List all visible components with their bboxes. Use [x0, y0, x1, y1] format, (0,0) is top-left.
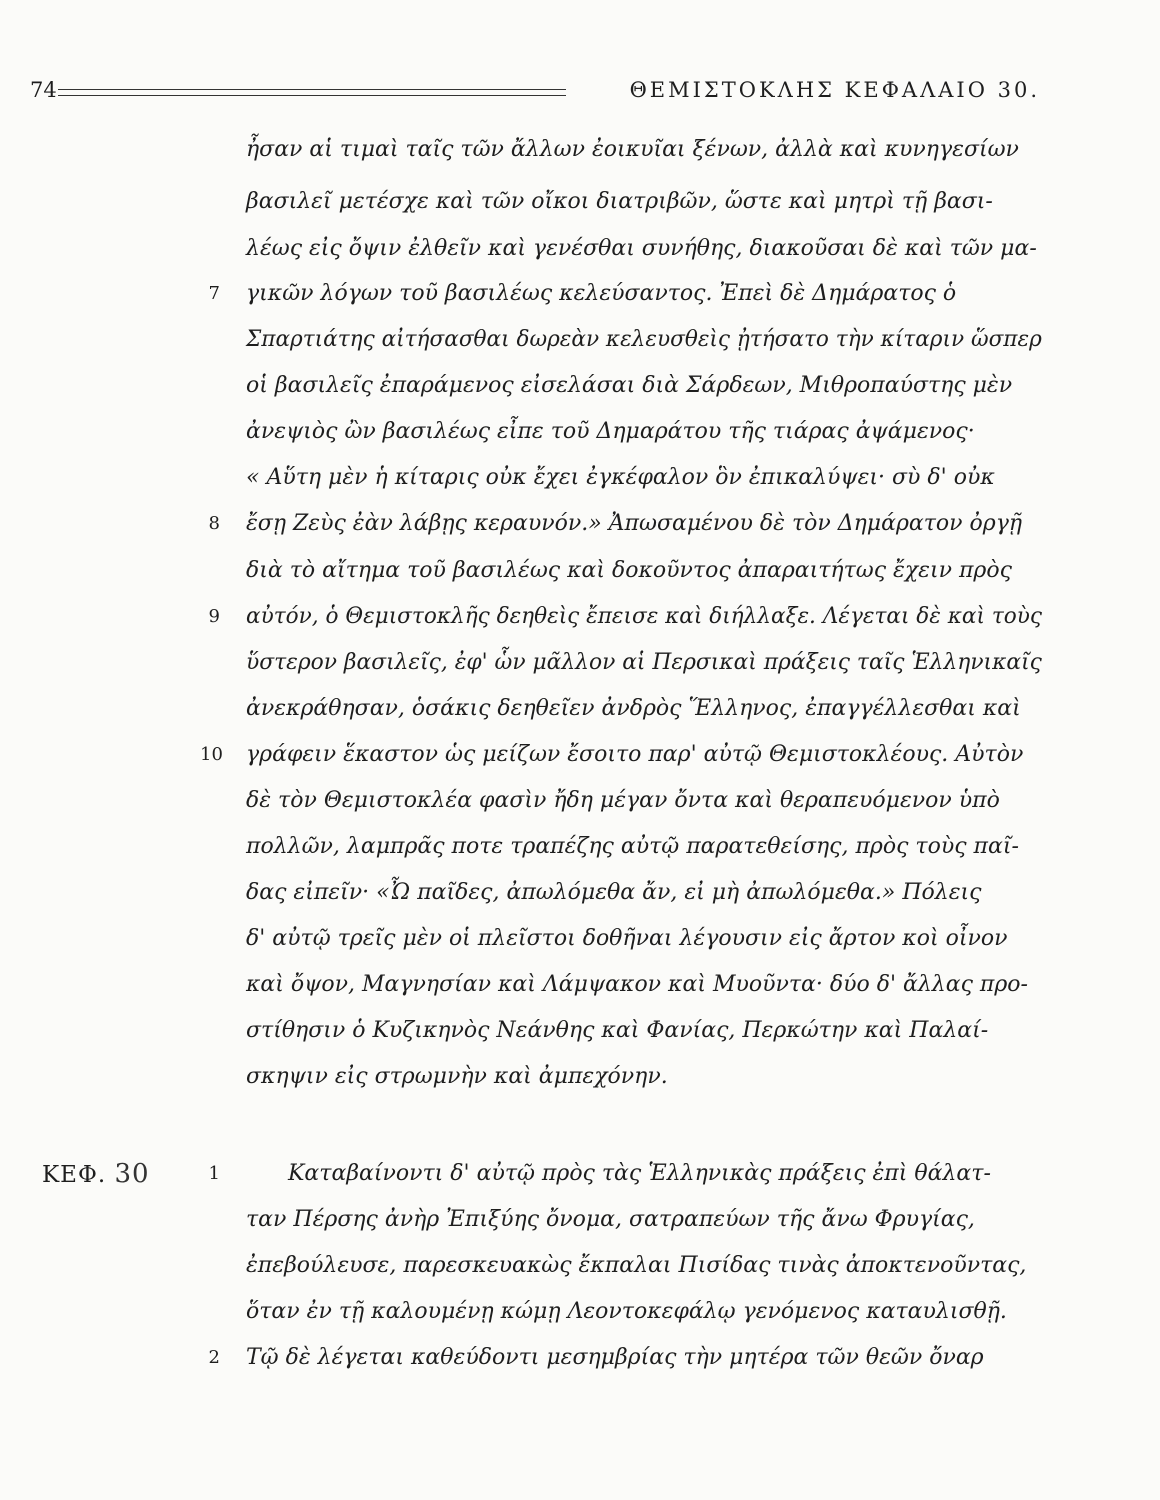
text-line: καὶ ὄψον, Μαγνησίαν καὶ Λάμψακον καὶ Μυοῦντα· δύο δ' ἄλλας προ- [246, 972, 1028, 997]
text-line: δας εἰπεῖν· «Ὦ παῖδες, ἀπωλόμεθα ἄν, εἰ μὴ ἀπωλόμεθα.» Πόλεις [246, 880, 982, 905]
text-line: γικῶν λόγων τοῦ βασιλέως κελεύσαντος. Ἐπεὶ δὲ Δημάρατος ὁ [246, 281, 957, 306]
line-number: 9 [208, 606, 220, 627]
line-number: 10 [200, 744, 223, 765]
text-line: οἱ βασιλεῖς ἐπαράμενος εἰσελάσαι διὰ Σάρδεων, Μιθροπαύστης μὲν [246, 373, 1013, 398]
page-header [30, 78, 1040, 106]
text-line: στίθησιν ὁ Κυζικηνὸς Νεάνθης καὶ Φανίας, Περκώτην καὶ Παλαί- [246, 1018, 989, 1043]
chapter-label: ΚΕΦ. [42, 1162, 107, 1188]
text-line: ταν Πέρσης ἀνὴρ Ἐπιξύης ὄνομα, σατραπεύων τῆς ἄνω Φρυγίας, [246, 1207, 975, 1232]
chapter-number: 30 [114, 1159, 150, 1189]
text-line: λέως εἰς ὄψιν ἐλθεῖν καὶ γενέσθαι συνήθης, διακοῦσαι δὲ καὶ τῶν μα- [246, 236, 1037, 261]
text-line: ἔσῃ Ζεὺς ἐὰν λάβῃς κεραυνόν.» Ἀπωσαμένου δὲ τὸν Δημάρατον ὀργῇ [246, 511, 1023, 536]
text-line: Σπαρτιάτης αἰτήσασθαι δωρεὰν κελευσθεὶς ᾐτήσατο τὴν κίταριν ὥσπερ [246, 327, 1042, 352]
text-line: ἀνεκράθησαν, ὁσάκις δεηθεῖεν ἀνδρὸς Ἕλληνος, ἐπαγγέλλεσθαι καὶ [246, 696, 1021, 721]
text-line: ὅταν ἐν τῇ καλουμένῃ κώμῃ Λεοντοκεφάλῳ γενόμενος καταυλισθῇ. [246, 1299, 1007, 1324]
line-number: 7 [208, 283, 220, 304]
header-rule [58, 95, 566, 96]
text-line: γράφειν ἕκαστον ὡς μείζων ἔσοιτο παρ' αὐτῷ Θεμιστοκλέους. Αὐτὸν [246, 742, 1024, 767]
page-number: 74 [30, 78, 57, 102]
text-line: πολλῶν, λαμπρᾶς ποτε τραπέζης αὐτῷ παρατεθείσης, πρὸς τοὺς παῖ- [246, 834, 1019, 859]
running-title: ΘΕΜΙΣΤΟΚΛΗΣ ΚΕΦΑΛΑΙΟ 30. [629, 78, 1040, 102]
text-line: « Αὕτη μὲν ἡ κίταρις οὐκ ἔχει ἐγκέφαλον ὃν ἐπικαλύψει· σὺ δ' οὐκ [246, 465, 995, 490]
text-line: ἦσαν αἱ τιμαὶ ταῖς τῶν ἄλλων ἐοικυῖαι ξένων, ἀλλὰ καὶ κυνηγεσίων [246, 137, 1019, 162]
line-number: 8 [208, 513, 220, 534]
text-line: Καταβαίνοντι δ' αὐτῷ πρὸς τὰς Ἑλληνικὰς πράξεις ἐπὶ θάλατ- [288, 1161, 991, 1186]
text-line: αὐτόν, ὁ Θεμιστοκλῆς δεηθεὶς ἔπεισε καὶ διήλλαξε. Λέγεται δὲ καὶ τοὺς [246, 604, 1043, 629]
text-line: ἀνεψιὸς ὢν βασιλέως εἶπε τοῦ Δημαράτου τῆς τιάρας ἀψάμενος· [246, 419, 975, 444]
line-number: 1 [208, 1163, 220, 1184]
text-line: ὕστερον βασιλεῖς, ἐφ' ὧν μᾶλλον αἱ Περσικαὶ πράξεις ταῖς Ἑλληνικαῖς [246, 650, 1042, 675]
text-line: σκηψιν εἰς στρωμνὴν καὶ ἀμπεχόνην. [246, 1064, 668, 1089]
text-line: Τῷ δὲ λέγεται καθεύδοντι μεσημβρίας τὴν μητέρα τῶν θεῶν ὄναρ [246, 1345, 984, 1370]
line-number: 2 [208, 1347, 220, 1368]
text-line: δ' αὐτῷ τρεῖς μὲν οἱ πλεῖστοι δοθῆναι λέγουσιν εἰς ἄρτον κοὶ οἶνον [246, 926, 1008, 951]
chapter-heading [42, 1158, 150, 1191]
text-line: ἐπεβούλευσε, παρεσκευακὼς ἔκπαλαι Πισίδας τινὰς ἀποκτενοῦντας, [246, 1253, 1027, 1278]
text-line: διὰ τὸ αἴτημα τοῦ βασιλέως καὶ δοκοῦντος ἀπαραιτήτως ἔχειν πρὸς [246, 558, 1012, 583]
header-rule [58, 89, 566, 90]
text-line: βασιλεῖ μετέσχε καὶ τῶν οἴκοι διατριβῶν, ὥστε καὶ μητρὶ τῇ βασι- [246, 189, 993, 214]
text-line: δὲ τὸν Θεμιστοκλέα φασὶν ἤδη μέγαν ὄντα καὶ θεραπευόμενον ὑπὸ [246, 788, 1000, 813]
